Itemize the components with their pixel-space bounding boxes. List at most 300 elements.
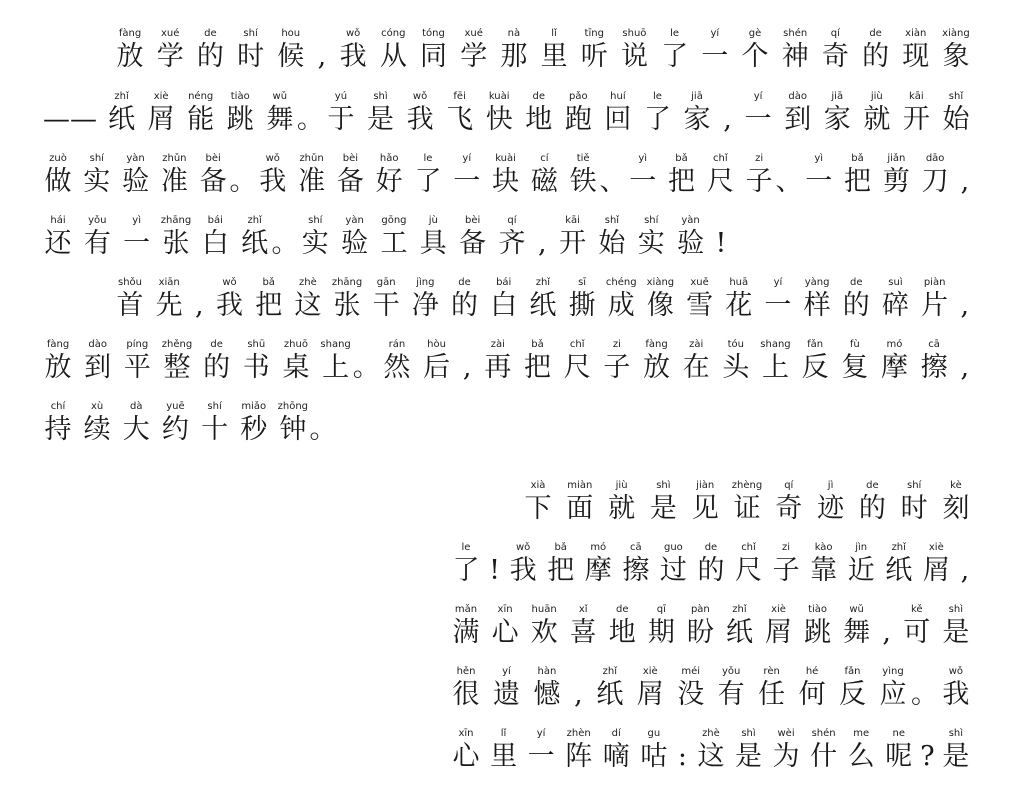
hanzi: 一 bbox=[744, 104, 772, 135]
hanzi: 跳 bbox=[226, 104, 254, 135]
pinyin: zi bbox=[755, 153, 764, 164]
punctuation bbox=[271, 215, 299, 261]
pinyin: qí bbox=[507, 215, 517, 226]
pinyin: bèi bbox=[342, 153, 359, 164]
hanzi: 净 bbox=[411, 290, 439, 321]
hanzi-with-pinyin bbox=[526, 604, 562, 650]
pinyin: dí bbox=[611, 728, 621, 739]
pinyin: pǎo bbox=[569, 91, 588, 102]
pinyin: xù bbox=[91, 401, 104, 412]
hanzi: 么 bbox=[847, 741, 875, 772]
pinyin: me bbox=[853, 728, 870, 739]
hanzi-with-pinyin bbox=[520, 480, 556, 526]
hanzi-with-pinyin bbox=[817, 28, 853, 74]
text-line bbox=[448, 542, 974, 588]
hanzi: ! bbox=[715, 228, 727, 259]
text-line bbox=[40, 91, 974, 137]
hanzi-with-pinyin bbox=[104, 91, 140, 137]
pinyin: xǐ bbox=[578, 604, 588, 615]
hanzi-with-pinyin bbox=[938, 480, 974, 526]
hanzi: 一 bbox=[805, 166, 833, 197]
hanzi-with-pinyin bbox=[899, 604, 935, 650]
hanzi: 磁 bbox=[530, 166, 558, 197]
hanzi: 听 bbox=[580, 41, 608, 72]
hanzi-with-pinyin bbox=[938, 91, 974, 137]
pinyin: bái bbox=[496, 277, 512, 288]
pinyin: gè bbox=[748, 28, 762, 39]
punctuation bbox=[229, 153, 257, 199]
hanzi: 桌 bbox=[282, 352, 310, 383]
pinyin: huí bbox=[610, 91, 626, 102]
pinyin: tiě bbox=[576, 153, 590, 164]
pinyin: bǎ bbox=[851, 153, 864, 164]
pinyin: le bbox=[423, 153, 433, 164]
pinyin: gu bbox=[647, 728, 661, 739]
hanzi-with-pinyin bbox=[410, 153, 446, 199]
hanzi: 首 bbox=[116, 290, 144, 321]
hanzi-with-pinyin bbox=[448, 666, 484, 712]
hanzi: 个 bbox=[741, 41, 769, 72]
hanzi: 秒 bbox=[240, 414, 268, 445]
pinyin: shí bbox=[644, 215, 659, 226]
pinyin: shuō bbox=[622, 28, 647, 39]
hanzi: , bbox=[537, 228, 547, 259]
pinyin: fàng bbox=[645, 339, 668, 350]
hanzi-with-pinyin bbox=[456, 28, 492, 74]
hanzi: 奇 bbox=[821, 41, 849, 72]
hanzi: 备 bbox=[336, 166, 364, 197]
pinyin: zhuō bbox=[283, 339, 308, 350]
hanzi-with-pinyin bbox=[633, 215, 669, 261]
hanzi-with-pinyin bbox=[112, 28, 148, 74]
hanzi: 的 bbox=[858, 493, 886, 524]
hanzi: 回 bbox=[604, 104, 632, 135]
pinyin: xiè bbox=[928, 542, 944, 553]
hanzi-with-pinyin bbox=[878, 153, 914, 199]
hanzi-with-pinyin bbox=[419, 339, 455, 385]
hanzi: 靠 bbox=[810, 555, 838, 586]
hanzi-with-pinyin bbox=[183, 91, 219, 137]
pinyin: rán bbox=[388, 339, 406, 350]
hanzi: 。 bbox=[352, 352, 380, 383]
hanzi-with-pinyin bbox=[806, 728, 842, 774]
hanzi-with-pinyin bbox=[938, 28, 974, 74]
pinyin: jìn bbox=[855, 542, 868, 553]
pinyin: fēi bbox=[453, 91, 466, 102]
hanzi: 是 bbox=[942, 741, 970, 772]
pinyin: shí bbox=[89, 153, 104, 164]
hanzi-with-pinyin bbox=[580, 542, 616, 588]
hanzi: 把 bbox=[547, 555, 575, 586]
hanzi: 我 bbox=[216, 290, 244, 321]
hanzi-with-pinyin bbox=[335, 28, 371, 74]
hanzi: 上 bbox=[761, 352, 789, 383]
pinyin: mǎn bbox=[454, 604, 478, 615]
pinyin: guo bbox=[663, 542, 683, 553]
hanzi: 雪 bbox=[686, 290, 714, 321]
hanzi-with-pinyin bbox=[757, 339, 793, 385]
hanzi: 整 bbox=[163, 352, 191, 383]
hanzi: 后 bbox=[423, 352, 451, 383]
hanzi: 纸 bbox=[725, 617, 753, 648]
hanzi: 约 bbox=[161, 414, 189, 445]
punctuation bbox=[313, 28, 331, 74]
hanzi-with-pinyin bbox=[917, 277, 953, 323]
pinyin: kāi bbox=[909, 91, 924, 102]
pinyin: xué bbox=[160, 28, 180, 39]
hanzi-with-pinyin bbox=[876, 339, 912, 385]
hanzi-with-pinyin bbox=[875, 666, 911, 712]
pinyin: suì bbox=[888, 277, 903, 288]
hanzi-with-pinyin bbox=[290, 277, 326, 323]
hanzi-with-pinyin bbox=[523, 728, 559, 774]
hanzi: 快 bbox=[485, 104, 513, 135]
hanzi: 过 bbox=[659, 555, 687, 586]
hanzi: 遗 bbox=[492, 679, 520, 710]
hanzi-with-pinyin bbox=[729, 480, 765, 526]
pinyin: zhǔn bbox=[162, 153, 187, 164]
hanzi-with-pinyin bbox=[449, 153, 485, 199]
pinyin: shū bbox=[247, 339, 266, 350]
hanzi: 先 bbox=[155, 290, 183, 321]
punctuation bbox=[956, 277, 974, 323]
hanzi: , bbox=[723, 104, 732, 135]
hanzi: 证 bbox=[733, 493, 761, 524]
pinyin: yàn bbox=[345, 215, 364, 226]
pinyin: shì bbox=[741, 728, 756, 739]
pinyin: fù bbox=[849, 339, 860, 350]
pinyin: shén bbox=[783, 28, 808, 39]
hanzi: , bbox=[960, 352, 970, 383]
hanzi-with-pinyin bbox=[898, 91, 934, 137]
hanzi: 纸 bbox=[241, 228, 269, 259]
pinyin: xiàng bbox=[942, 28, 970, 39]
hanzi-with-pinyin bbox=[604, 604, 640, 650]
hanzi-with-pinyin bbox=[294, 153, 330, 199]
pinyin: shí bbox=[207, 401, 222, 412]
pinyin: wǒ bbox=[265, 153, 280, 164]
hanzi-with-pinyin bbox=[679, 91, 715, 137]
hanzi-with-pinyin bbox=[251, 277, 287, 323]
hanzi: 备 bbox=[199, 166, 227, 197]
pinyin: zi bbox=[612, 339, 621, 350]
hanzi: 屑 bbox=[636, 679, 664, 710]
hanzi-with-pinyin bbox=[858, 28, 894, 74]
hanzi-with-pinyin bbox=[197, 215, 233, 261]
hanzi-with-pinyin bbox=[112, 277, 148, 323]
hanzi-with-pinyin bbox=[639, 91, 675, 137]
hanzi: 里 bbox=[540, 41, 568, 72]
hanzi-with-pinyin bbox=[592, 666, 628, 712]
pinyin: bèi bbox=[205, 153, 221, 164]
hanzi: 碎 bbox=[881, 290, 909, 321]
hanzi: 剪 bbox=[882, 166, 910, 197]
hanzi: 家 bbox=[823, 104, 851, 135]
pinyin: jiā bbox=[691, 91, 703, 102]
pinyin: zhè bbox=[702, 728, 720, 739]
hanzi-with-pinyin bbox=[40, 401, 76, 447]
pinyin: yí bbox=[710, 28, 720, 39]
text-line bbox=[448, 604, 974, 650]
text-line bbox=[448, 728, 974, 774]
hanzi: 就 bbox=[608, 493, 636, 524]
hanzi: 大 bbox=[122, 414, 150, 445]
pinyin: nà bbox=[507, 28, 521, 39]
pinyin: wǒ bbox=[515, 542, 531, 553]
hanzi: 心 bbox=[491, 617, 519, 648]
pinyin: shì bbox=[948, 728, 964, 739]
hanzi: 再 bbox=[484, 352, 512, 383]
hanzi: 验 bbox=[341, 228, 369, 259]
hanzi: 。 bbox=[309, 414, 337, 445]
pinyin: yì bbox=[814, 153, 824, 164]
hanzi: 的 bbox=[697, 555, 725, 586]
text-line bbox=[40, 401, 337, 447]
hanzi-with-pinyin bbox=[594, 215, 630, 261]
pinyin: yàng bbox=[804, 277, 830, 288]
text-line bbox=[40, 339, 974, 385]
hanzi-with-pinyin bbox=[318, 339, 354, 385]
hanzi-with-pinyin bbox=[494, 215, 530, 261]
hanzi: 嘀 bbox=[602, 741, 630, 772]
pinyin: bǎ bbox=[554, 542, 567, 553]
hanzi: 摩 bbox=[584, 555, 612, 586]
pinyin: kào bbox=[814, 542, 833, 553]
hanzi: 喜 bbox=[569, 617, 597, 648]
pinyin: zài bbox=[689, 339, 704, 350]
pinyin: shí bbox=[907, 480, 922, 491]
pinyin: xiè bbox=[771, 604, 786, 615]
hanzi: 里 bbox=[490, 741, 518, 772]
hanzi-with-pinyin bbox=[375, 28, 411, 74]
hanzi-with-pinyin bbox=[740, 91, 776, 137]
pinyin: hái bbox=[50, 215, 66, 226]
pinyin: cí bbox=[540, 153, 549, 164]
pinyin: bǎ bbox=[675, 153, 688, 164]
pinyin: zhǐ bbox=[732, 604, 747, 615]
hanzi-with-pinyin bbox=[236, 401, 272, 447]
hanzi: 这 bbox=[294, 290, 322, 321]
hanzi: , bbox=[960, 555, 970, 586]
pinyin: zhāng bbox=[331, 277, 363, 288]
hanzi: 纸 bbox=[108, 104, 136, 135]
hanzi-with-pinyin bbox=[916, 339, 952, 385]
hanzi-with-pinyin bbox=[80, 339, 116, 385]
pinyin: zhōng bbox=[277, 401, 309, 412]
punctuation bbox=[712, 215, 730, 261]
hanzi: 然 bbox=[383, 352, 411, 383]
pinyin: de bbox=[532, 91, 545, 102]
pinyin: yí bbox=[502, 666, 511, 677]
hanzi: 的 bbox=[203, 352, 231, 383]
pinyin: zhǐ bbox=[114, 91, 129, 102]
punctuation bbox=[918, 728, 936, 774]
hanzi-with-pinyin bbox=[678, 339, 714, 385]
hanzi: 一 bbox=[701, 41, 729, 72]
hanzi: 地 bbox=[525, 104, 553, 135]
hanzi-with-pinyin bbox=[603, 277, 639, 323]
hanzi-with-pinyin bbox=[645, 480, 681, 526]
pinyin: xiè bbox=[642, 666, 658, 677]
hanzi-with-pinyin bbox=[376, 215, 412, 261]
punctuation bbox=[190, 277, 208, 323]
pinyin: huān bbox=[531, 604, 557, 615]
hanzi-with-pinyin bbox=[754, 666, 790, 712]
pinyin: kě bbox=[910, 604, 923, 615]
hanzi: 奇 bbox=[775, 493, 803, 524]
hanzi: 学 bbox=[460, 41, 488, 72]
hanzi: 头 bbox=[722, 352, 750, 383]
hanzi-with-pinyin bbox=[455, 215, 491, 261]
hanzi: 屑 bbox=[765, 617, 792, 648]
hanzi-with-pinyin bbox=[655, 542, 691, 588]
hanzi-with-pinyin bbox=[760, 277, 796, 323]
pinyin: kuài bbox=[488, 91, 510, 102]
pinyin: bèi bbox=[464, 215, 481, 226]
hanzi: 可 bbox=[903, 617, 931, 648]
pinyin: zuò bbox=[49, 153, 67, 164]
pinyin: fǎn bbox=[844, 666, 861, 677]
hanzi-with-pinyin bbox=[938, 666, 974, 712]
hanzi-with-pinyin bbox=[363, 91, 399, 137]
hanzi: 有 bbox=[83, 228, 111, 259]
hanzi: 。 bbox=[271, 228, 299, 259]
hanzi-with-pinyin bbox=[486, 277, 522, 323]
hanzi: 成 bbox=[607, 290, 635, 321]
hanzi-with-pinyin bbox=[505, 542, 541, 588]
hanzi: 我 bbox=[406, 104, 434, 135]
pinyin: yàn bbox=[681, 215, 700, 226]
pinyin: de bbox=[869, 28, 882, 39]
hanzi: 的 bbox=[842, 290, 870, 321]
punctuation bbox=[533, 215, 551, 261]
pinyin: yǒu bbox=[88, 215, 107, 226]
hanzi-with-pinyin bbox=[625, 153, 661, 199]
hanzi: 撕 bbox=[568, 290, 596, 321]
hanzi-with-pinyin bbox=[407, 277, 443, 323]
hanzi: 迹 bbox=[817, 493, 845, 524]
hanzi-with-pinyin bbox=[917, 153, 953, 199]
hanzi: , bbox=[462, 352, 472, 383]
hanzi: 复 bbox=[841, 352, 869, 383]
hanzi: 什 bbox=[810, 741, 838, 772]
hanzi: 。 bbox=[910, 679, 938, 710]
pinyin: jiǎn bbox=[887, 153, 906, 164]
hanzi: 准 bbox=[298, 166, 326, 197]
hanzi-with-pinyin bbox=[40, 215, 76, 261]
hanzi-with-pinyin bbox=[379, 339, 415, 385]
hanzi-with-pinyin bbox=[854, 480, 890, 526]
hanzi: 工 bbox=[380, 228, 408, 259]
pinyin: shì bbox=[656, 480, 671, 491]
pinyin: shǒu bbox=[117, 277, 142, 288]
hanzi: 是 bbox=[735, 741, 762, 772]
pinyin: bǎ bbox=[262, 277, 275, 288]
hanzi: 始 bbox=[598, 228, 626, 259]
hanzi-with-pinyin bbox=[199, 339, 235, 385]
hanzi-with-pinyin bbox=[40, 339, 76, 385]
hanzi-with-pinyin bbox=[881, 542, 917, 588]
hanzi: 白 bbox=[201, 228, 229, 259]
hanzi: 能 bbox=[187, 104, 215, 135]
hanzi: 时 bbox=[237, 41, 265, 72]
hanzi: 张 bbox=[333, 290, 361, 321]
hanzi: 实 bbox=[83, 166, 111, 197]
hanzi: 纸 bbox=[529, 290, 557, 321]
hanzi-with-pinyin bbox=[632, 666, 668, 712]
pinyin: le bbox=[652, 91, 662, 102]
pinyin: xià bbox=[530, 480, 546, 491]
hanzi: ? bbox=[920, 741, 935, 772]
pinyin: cā bbox=[928, 339, 940, 350]
pinyin: zhèng bbox=[731, 480, 763, 491]
pinyin: de bbox=[704, 542, 718, 553]
hanzi: , bbox=[574, 679, 583, 710]
pinyin: shí bbox=[243, 28, 258, 39]
hanzi-with-pinyin bbox=[520, 339, 556, 385]
hanzi-with-pinyin bbox=[496, 28, 532, 74]
hanzi-with-pinyin bbox=[543, 542, 579, 588]
hanzi: 那 bbox=[500, 41, 528, 72]
hanzi: 神 bbox=[781, 41, 809, 72]
hanzi: 把 bbox=[668, 166, 696, 197]
pinyin: jiù bbox=[870, 91, 883, 102]
hanzi-with-pinyin bbox=[599, 339, 635, 385]
pinyin: hàn bbox=[537, 666, 557, 677]
hanzi: 期 bbox=[647, 617, 675, 648]
hanzi-with-pinyin bbox=[918, 542, 954, 588]
hanzi-with-pinyin bbox=[636, 728, 672, 774]
hanzi-with-pinyin bbox=[40, 153, 76, 199]
punctuation bbox=[910, 666, 938, 712]
punctuation bbox=[569, 666, 587, 712]
hanzi: 地 bbox=[608, 617, 636, 648]
hanzi: 同 bbox=[420, 41, 447, 72]
hanzi: 十 bbox=[201, 414, 229, 445]
hanzi: 开 bbox=[559, 228, 587, 259]
pinyin: wǔ bbox=[272, 91, 288, 102]
hanzi: 是 bbox=[367, 104, 394, 135]
pinyin: zi bbox=[782, 542, 791, 553]
pinyin: zhǔn bbox=[299, 153, 324, 164]
hanzi: 跑 bbox=[564, 104, 592, 135]
hanzi-with-pinyin bbox=[488, 153, 524, 199]
hanzi: 盼 bbox=[686, 617, 714, 648]
hanzi: 了 bbox=[661, 41, 689, 72]
hanzi: 放 bbox=[643, 352, 670, 383]
hanzi-with-pinyin bbox=[529, 666, 565, 712]
pinyin: yí bbox=[753, 91, 763, 102]
hanzi: , bbox=[195, 290, 204, 321]
pinyin: sī bbox=[578, 277, 587, 288]
hanzi: 就 bbox=[863, 104, 891, 135]
hanzi: 把 bbox=[255, 290, 283, 321]
hanzi-with-pinyin bbox=[843, 728, 879, 774]
hanzi: 还 bbox=[44, 228, 72, 259]
pinyin: tiào bbox=[808, 604, 828, 615]
hanzi-with-pinyin bbox=[693, 542, 729, 588]
pinyin: gōng bbox=[381, 215, 407, 226]
hanzi: 面 bbox=[566, 493, 594, 524]
pinyin: shǐ bbox=[604, 215, 620, 226]
pinyin: shǐ bbox=[948, 91, 964, 102]
pinyin: tóu bbox=[727, 339, 744, 350]
hanzi-with-pinyin bbox=[526, 153, 562, 199]
hanzi: 我 bbox=[339, 41, 367, 72]
hanzi: 何 bbox=[798, 679, 826, 710]
hanzi: 像 bbox=[646, 290, 674, 321]
hanzi: , bbox=[960, 290, 970, 321]
